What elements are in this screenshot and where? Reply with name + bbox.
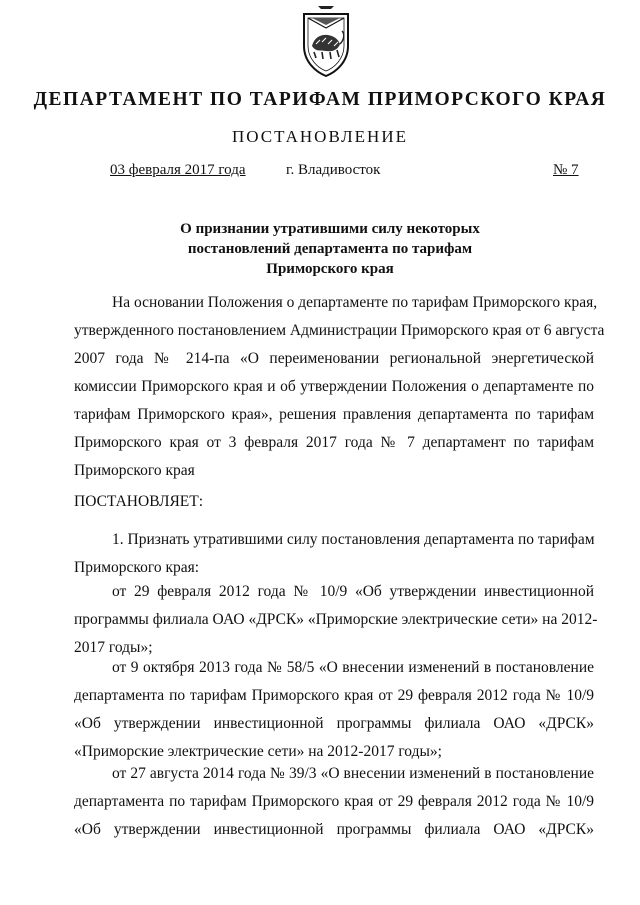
document-city: г. Владивосток [286, 162, 381, 178]
paragraph-line: Приморского края: [74, 559, 200, 576]
paragraph-line: департамента по тарифам Приморского края от 29 февраля 2012 года № 10/9 [74, 687, 594, 704]
paragraph-line: от 29 февраля 2012 года № 10/9 «Об утверждении инвестиционной [112, 583, 594, 600]
document-number: № 7 [553, 162, 579, 178]
paragraph-line: Приморского края [74, 462, 195, 479]
paragraph-line: комиссии Приморского края и об утверждении Положения о департаменте по [74, 378, 594, 395]
paragraph-line: от 9 октября 2013 года № 58/5 «О внесении изменений в постановление [112, 659, 594, 676]
paragraph-line: 1. Признать утратившими силу постановления департамента по тарифам [112, 531, 595, 548]
paragraph-line: от 27 августа 2014 года № 39/3 «О внесении изменений в постановление [112, 765, 594, 782]
department-title: ДЕПАРТАМЕНТ ПО ТАРИФАМ ПРИМОРСКОГО КРАЯ [33, 89, 607, 110]
paragraph-line: департамента по тарифам Приморского края от 29 февраля 2012 года № 10/9 [74, 793, 594, 810]
coat-of-arms-emblem [298, 6, 354, 78]
subject-line: постановлений департамента по тарифам [187, 241, 473, 257]
clause-2-paragraph [74, 654, 594, 766]
clause-1-paragraph [74, 578, 598, 662]
resolves-heading [74, 488, 594, 516]
paragraph-line: тарифам Приморского края», решения правления департамента по тарифам [74, 406, 594, 423]
document-date: 03 февраля 2017 года [110, 162, 246, 178]
paragraph-line: 2017 годы»; [74, 639, 153, 656]
document-subject [140, 219, 520, 279]
paragraph-line: На основании Положения о департаменте по тарифам Приморского края, [112, 294, 598, 311]
document-type: ПОСТАНОВЛЕНИЕ [231, 127, 408, 146]
clause-3-paragraph [74, 760, 594, 844]
subject-line: Приморского края [266, 261, 394, 277]
paragraph-line: 2007 года № 214-па «О переименовании региональной энергетической [74, 350, 594, 367]
paragraph-line: программы филиала ОАО «ДРСК» «Приморские электрические сети» на 2012- [74, 611, 598, 628]
preamble-paragraph [74, 289, 605, 485]
subject-line: О признании утратившими силу некоторых [180, 221, 480, 237]
paragraph-line: Приморского края от 3 февраля 2017 года № 7 департамент по тарифам [74, 434, 594, 451]
paragraph-line: «Об утверждении инвестиционной программы филиала ОАО «ДРСК» [74, 715, 594, 732]
paragraph-line: «Об утверждении инвестиционной программы филиала ОАО «ДРСК» [74, 821, 594, 838]
paragraph-line: утвержденного постановлением Администрации Приморского края от 6 августа [74, 322, 605, 339]
item-1-paragraph [74, 526, 594, 582]
paragraph-line: «Приморские электрические сети» на 2012-2017 годы»; [74, 743, 442, 760]
paragraph-line: ПОСТАНОВЛЯЕТ: [74, 493, 204, 510]
